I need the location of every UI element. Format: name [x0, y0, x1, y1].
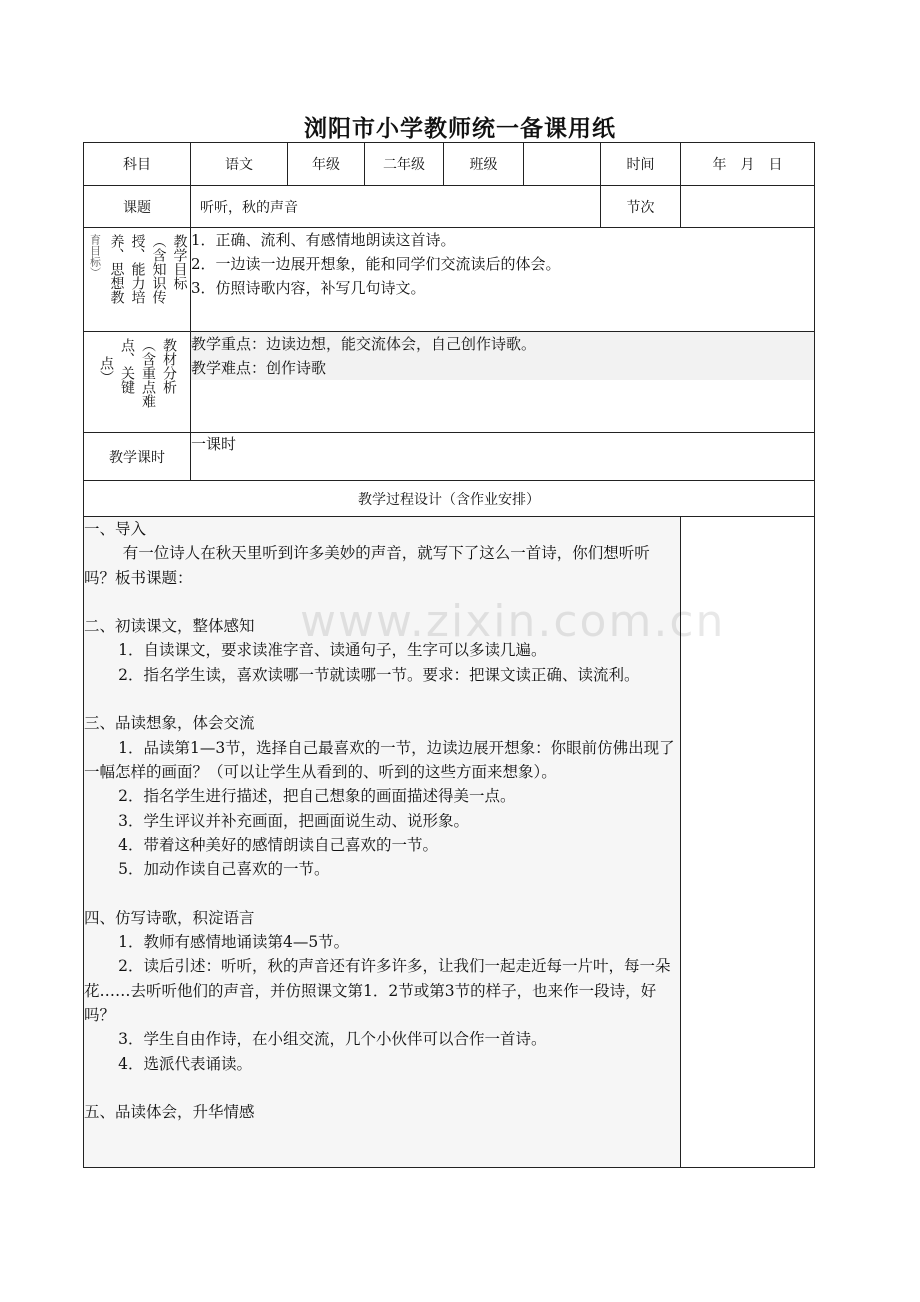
process-section-heading: 五、品读体会，升华情感 [84, 1103, 255, 1122]
process-step: 1．自读课文，要求读准字音、读通句子，生字可以多读几遍。 [118, 641, 547, 660]
process-row [84, 517, 815, 1168]
process-notes [681, 517, 815, 1168]
process-step: 3．学生自由作诗，在小组交流，几个小伙伴可以合作一首诗。 [118, 1030, 547, 1049]
goals-label [84, 228, 191, 332]
class-value [524, 143, 601, 186]
goals-content [191, 228, 815, 332]
process-step: 2．读后引述：听听，秋的声音还有许多许多，让我们一起走近每一片叶，每一朵花……去听听他们的声音，并仿照课文第1．2节或第3节的样子，也来作一段诗，好吗？ [84, 957, 671, 1024]
page-title: 浏阳市小学教师统一备课用纸 [304, 116, 616, 142]
topic-label: 课题 [84, 186, 191, 228]
hours-value: 一课时 [191, 433, 815, 481]
process-section-heading: 二、初读课文，整体感知 [84, 617, 255, 636]
process-heading-row [84, 481, 815, 517]
goals-row [84, 228, 815, 332]
analysis-label [84, 332, 191, 433]
topic-value: 听听，秋的声音 [191, 186, 601, 228]
goals-label-col: 育目标） [88, 234, 102, 278]
process-step: 1．品读第1—3节，选择自己最喜欢的一节，边读边展开想象：你眼前仿佛出现了一幅怎样的画面？（可以让学生从看到的、听到的这些方面来想象）。 [84, 738, 675, 781]
period-value [681, 186, 815, 228]
hours-label: 教学课时 [84, 433, 191, 481]
process-step: 5．加动作读自己喜欢的一节。 [118, 860, 330, 879]
analysis-label-col: 点、关键 [119, 338, 135, 394]
topic-row [84, 186, 815, 228]
goals-label-col: （含知识传 [150, 234, 167, 304]
time-label: 时间 [601, 143, 681, 186]
process-step: 4．带着这种美好的感情朗读自己喜欢的一节。 [118, 835, 438, 854]
process-section-heading: 四、仿写诗歌，积淀语言 [84, 908, 255, 927]
goals-label-col: 教学目标 [171, 234, 188, 290]
process-step: 2．指名学生进行描述，把自己想象的画面描述得美一点。 [118, 787, 516, 806]
blank-line [84, 881, 680, 905]
process-step: 4．选派代表诵读。 [118, 1054, 252, 1073]
lesson-plan-table [83, 142, 815, 1168]
blank-line [84, 1076, 680, 1100]
blank-line [84, 590, 680, 614]
analysis-box [191, 332, 814, 380]
subject-label: 科目 [84, 143, 191, 186]
difficult-point: 教学难点：创作诗歌 [191, 359, 327, 377]
analysis-label-col: （含重点难 [140, 338, 156, 408]
process-heading: 教学过程设计（含作业安排） [84, 481, 815, 517]
process-step: 3．学生评议并补充画面，把画面说生动、说形象。 [118, 811, 469, 830]
goal-item: 1．正确、流利、有感情地朗读这首诗。 [191, 231, 456, 249]
process-content [84, 517, 681, 1168]
analysis-content [191, 332, 815, 433]
process-section-heading: 一、导入 [84, 520, 147, 538]
analysis-label-col: 点） [98, 356, 114, 384]
key-point: 教学重点：边读边想，能交流体会，自己创作诗歌。 [191, 335, 537, 353]
goals-label-col: 养、思想教 [108, 234, 125, 304]
analysis-row [84, 332, 815, 433]
process-section-heading: 三、品读想象，体会交流 [84, 714, 255, 733]
subject-value: 语文 [191, 143, 288, 186]
class-label: 班级 [444, 143, 524, 186]
goals-label-col: 授、能力培 [129, 234, 146, 304]
process-step: 有一位诗人在秋天里听到许多美妙的声音，就写下了这么一首诗，你们想听听吗？板书课题： [84, 544, 650, 587]
header-row [84, 143, 815, 186]
grade-value: 二年级 [365, 143, 444, 186]
date-value: 年 月 日 [681, 143, 815, 186]
hours-row [84, 433, 815, 481]
period-label: 节次 [601, 186, 681, 228]
process-step: 2．指名学生读，喜欢读哪一节就读哪一节。要求：把课文读正确、读流利。 [118, 665, 640, 684]
goal-item: 3．仿照诗歌内容，补写几句诗文。 [191, 279, 426, 297]
process-step: 1．教师有感情地诵读第4—5节。 [118, 933, 350, 952]
analysis-label-col: 教材分析 [161, 338, 177, 394]
blank-line [84, 687, 680, 711]
grade-label: 年级 [288, 143, 365, 186]
goal-item: 2．一边读一边展开想象，能和同学们交流读后的体会。 [191, 255, 561, 273]
